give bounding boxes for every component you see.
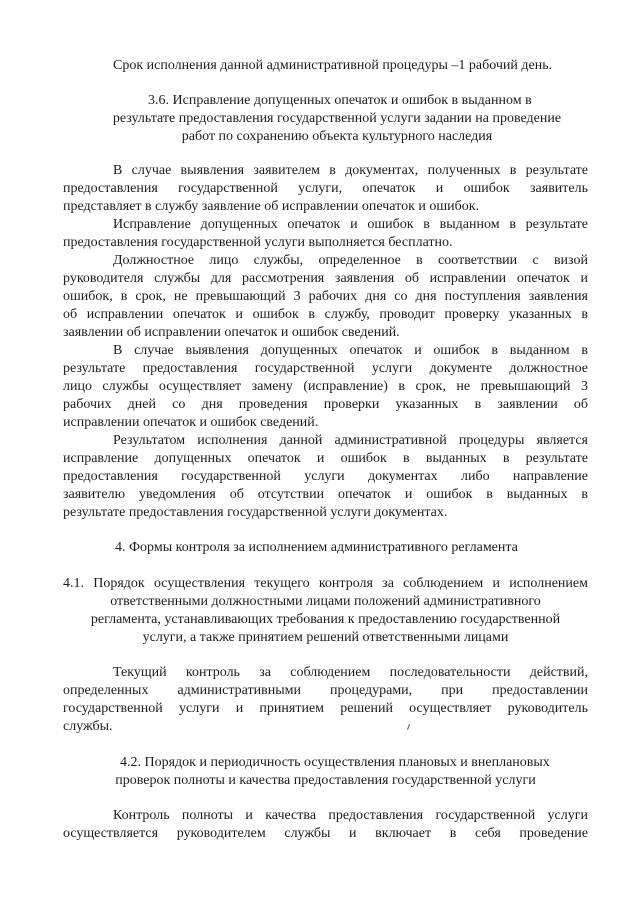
s36-para-line: предоставления государственной услуги, опечаток и ошибок заявитель bbox=[63, 181, 588, 196]
s36-para-line: лицо службы осуществляет замену (исправление) в срок, не превышающий 3 bbox=[63, 379, 588, 394]
section-3-6-heading-line-3: работ по сохранению объекта культурного наследия bbox=[181, 129, 493, 144]
s36-para-line: предоставления государственной услуги документах либо направление bbox=[63, 469, 588, 484]
s36-para-line: В случае выявления заявителем в документах, полученных в результате bbox=[113, 163, 588, 178]
s36-para-line: заявлении об исправлении опечаток и ошибок сведений. bbox=[63, 325, 400, 340]
s41-para-line: Текущий контроль за соблюдением последовательности действий, bbox=[113, 665, 588, 680]
s36-para-line: ошибок, в срок, не превышающий 3 рабочих дня со дня поступления заявления bbox=[63, 289, 588, 304]
s36-para-line: об исправлении опечаток и ошибок в службу, проводит проверку указанных в bbox=[63, 307, 588, 322]
s42-para-line: осуществляется руководителем службы и включает в себя проведение bbox=[63, 826, 588, 841]
s36-para-line: рабочих дней со дня проведения проверки указанных в заявлении об bbox=[63, 397, 588, 412]
s36-para-line: заявителю уведомления об отсутствии опечаток и ошибок в выданных в bbox=[63, 487, 588, 502]
intro-line: Срок исполнения данной административной процедуры –1 рабочий день. bbox=[113, 58, 553, 73]
s41-para-line: определенных административными процедурами, при предоставлении bbox=[63, 683, 588, 698]
section-4-1-heading-line-2: ответственными должностными лицами положений административного bbox=[110, 594, 541, 609]
s36-para-line: В случае выявления допущенных опечаток и ошибок в выданном в bbox=[113, 343, 588, 358]
s41-para-line: государственной услуги и принятием решений осуществляет руководитель bbox=[63, 701, 588, 716]
section-4-1-heading-line-1: 4.1. Порядок осуществления текущего контроля за соблюдением и исполнением bbox=[63, 576, 588, 591]
s42-para-line: Контроль полноты и качества предоставления государственной услуги bbox=[113, 808, 588, 823]
s36-para-line: предоставления государственной услуги выполняется бесплатно. bbox=[63, 235, 453, 250]
s36-para-line: исправление допущенных опечаток и ошибок в выданных в результате bbox=[63, 451, 588, 466]
s36-para-line: Результатом исполнения данной административной процедуры является bbox=[113, 433, 588, 448]
s36-para-line: представляет в службу заявление об исправлении опечаток и ошибок. bbox=[63, 199, 480, 214]
s36-para-line: Должностное лицо службы, определенное в соответствии с визой bbox=[113, 253, 588, 268]
section-3-6-heading-line-2: результате предоставления государственной услуги задании на проведение bbox=[112, 111, 562, 126]
s36-para-line: Исправление допущенных опечаток и ошибок в выданном в результате bbox=[113, 217, 588, 232]
section-4-1-heading-line-3: регламента, устанавливающих требования к предоставлению государственной bbox=[90, 612, 561, 627]
s36-para-line: результате предоставления государственной услуги документах. bbox=[63, 505, 448, 520]
pen-mark bbox=[407, 724, 410, 730]
section-4-2-heading-line-2: проверок полноты и качества предоставления государственной услуги bbox=[115, 773, 536, 788]
section-4-heading: 4. Формы контроля за исполнением административного регламента bbox=[115, 540, 518, 555]
section-4-1-heading-line-4: услуги, а также принятием решений ответственными лицами bbox=[142, 630, 509, 645]
section-3-6-heading-line-1: 3.6. Исправление допущенных опечаток и ошибок в выданном в bbox=[148, 93, 532, 108]
s36-para-line: руководителя службы для рассмотрения заявления об исправлении опечаток и bbox=[63, 271, 588, 286]
s36-para-line: результате предоставления государственной услуги документе должностное bbox=[63, 361, 588, 376]
s41-para-line: службы. bbox=[63, 719, 113, 734]
section-4-2-heading-line-1: 4.2. Порядок и периодичность осуществления плановых и внеплановых bbox=[120, 755, 550, 770]
s36-para-line: исправлении опечаток и ошибок сведений. bbox=[63, 415, 319, 430]
